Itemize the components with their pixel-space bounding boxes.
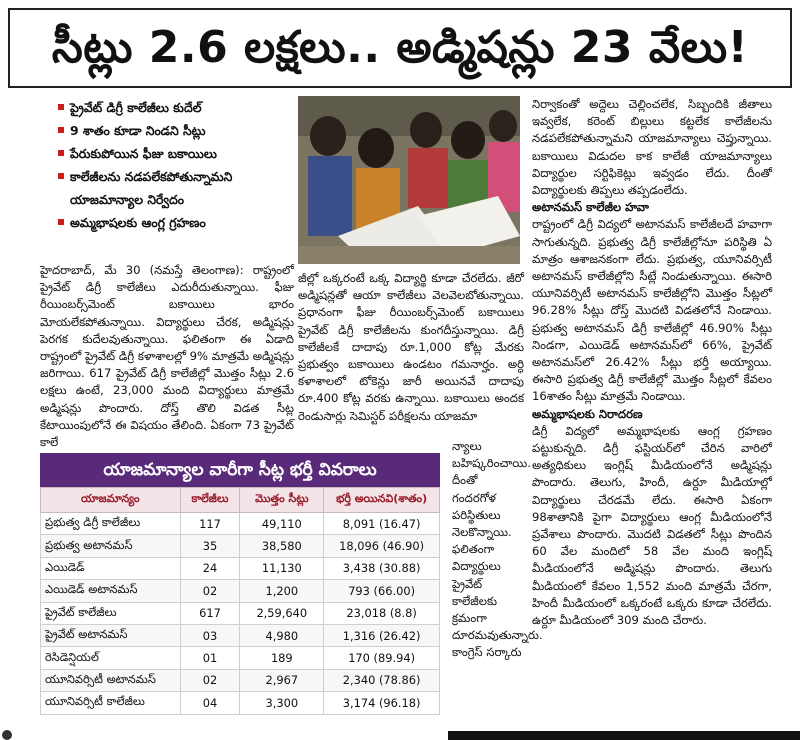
table-cell: రెసిడెన్షియల్ <box>41 647 181 669</box>
table-cell: 3,300 <box>240 692 324 714</box>
subheading-mother-tongue: అమ్మభాషలకు నిరాదరణ <box>532 406 643 421</box>
table-cell: ప్రభుత్వ అటానమస్ <box>41 535 181 557</box>
table-cell: 02 <box>180 580 240 602</box>
table-header-cell: భర్తీ అయినవి(శాతం) <box>324 488 440 513</box>
table-cell: ఎయిడెడ్ అటానమస్ <box>41 580 181 602</box>
table-row <box>41 602 440 624</box>
article-column-1: హైదరాబాద్, మే 30 (నమస్తే తెలంగాణ): రాష్ట్రంలో ప్రైవేట్ డిగ్రీ కాలేజీలు ఎదురీదుతున్నాయి. ఫీజు రీయింబర్స్‌మెంట్ బకాయిలు భారం మోయలేకపోతున్నాయి. విద్యార్థులు చేరక, అడ్మిషన్లు పెరగక కుదేలవుతున్నాయి. ఫలితంగా ఈ ఏడాది రాష్ట్రంలో ప్రైవేట్ డిగ్రీ కళాశాలల్లో 9% మాత్రమే అడ్మిషన్లు జరిగాయి. 617 ప్రైవేట్ డిగ్రీ కాలేజీల్లో మొత్తం సీట్లు 2.6 లక్షలు ఉంటే, 23,000 మంది విద్యార్థులు మాత్రమే అడ్మిషన్లు పొందారు. దోస్త్ తొలి విడత సీట్ల కేటాయింపులోనే ఈ విషయం తేలింది. ఏకంగా 73 ప్రైవేట్ కాలే <box>40 263 294 450</box>
table-cell: 2,340 (78.86) <box>324 669 440 691</box>
table-cell: 24 <box>180 557 240 579</box>
table-header-cell: యాజమాన్యం <box>41 488 181 513</box>
article-column-3-para-1: నిర్వాకంతో అద్దెలు చెల్లించలేక, సిబ్బందికి జీతాలు ఇవ్వలేక, కరెంట్ బిల్లులు కట్టలేక కాలేజీలను నడపలేకపోతున్నామని యాజమాన్యాలు చెప్తున్నాయి. బకాయిలు విడుదల కాక కాలేజీ యాజమాన్యాలు విద్యార్థుల సర్టిఫికెట్లు ఇవ్వడం లేదు. దీంతో విద్యార్థులకు తిప్పలు తప్పడంలేదు. <box>532 97 772 198</box>
table-cell: 189 <box>240 647 324 669</box>
table-row <box>41 669 440 691</box>
table-cell: 3,438 (30.88) <box>324 557 440 579</box>
table-cell: 2,59,640 <box>240 602 324 624</box>
table-row <box>41 557 440 579</box>
table-cell: 4,980 <box>240 624 324 646</box>
seats-table <box>40 487 440 715</box>
table-cell: 02 <box>180 669 240 691</box>
table-row <box>41 513 440 535</box>
table-cell: 170 (89.94) <box>324 647 440 669</box>
table-cell: 38,580 <box>240 535 324 557</box>
article-column-2-narrow: న్యాలు బహిష్కరించాయి. దీంతో గందరగోళ పరిస్థితులు నెలకొన్నాయి. ఫలితంగా విద్యార్థులు ప్రైవేట్ కాలేజీలకు క్రమంగా దూరమవుతున్నారు. కాంగ్రెస్ సర్కారు <box>452 439 543 660</box>
table-cell: 117 <box>180 513 240 535</box>
table-cell: 11,130 <box>240 557 324 579</box>
article-column-3-para-3: డిగ్రీ విద్యలో అమ్మభాషలకు ఆంగ్ల గ్రహణం పట్టుకున్నది. డిగ్రీ ఫస్టియర్‌లో చేరిన వారిలో అత్యధికులు ఇంగ్లిష్ మీడియంలోనే అడ్మిషన్లు పొందారు. తెలుగు, హిందీ, ఉర్దూ మీడియాల్లో విద్యార్థులు చేరడమే లేదు. ఈసారి ఏకంగా 98శాతానికి పైగా విద్యార్థులు ఆంగ్ల మీడియంలోనే ప్రవేశాలు పొందారు. మొదటి విడతలో సీట్లు పొందిన 60 వేల మందిలో 58 వేల మంది ఇంగ్లిష్ మీడియంలోనే అడ్మిషన్లు పొందారు. తెలుగు మీడియంలో కేవలం 1,552 మంది మాత్రమే చేరగా, హిందీ మీడియంలో ఒక్కరంటే ఒక్కరు కూడా చేరలేదు. ఉర్దూ మీడియంలో 309 మంది చేరారు. <box>532 423 772 628</box>
table-cell: 8,091 (16.47) <box>324 513 440 535</box>
table-row <box>41 647 440 669</box>
seats-table-box <box>40 453 440 713</box>
footer-bar <box>448 731 800 740</box>
table-cell: యూనివర్సిటీ అటానమస్ <box>41 669 181 691</box>
table-cell: 49,110 <box>240 513 324 535</box>
table-header-cell: మొత్తం సీట్లు <box>240 488 324 513</box>
highlight-item: కాలేజీలను నడపలేకపోతున్నామని యాజమాన్యాల నిర్వేదం <box>58 165 290 211</box>
subheading-autonomous: అటానమస్ కాలేజీల హవా <box>532 200 649 215</box>
students-photo <box>298 96 520 264</box>
highlight-item: అమ్మభాషలకు ఆంగ్ల గ్రహణం <box>58 211 290 234</box>
table-title: యాజమాన్యాల వారీగా సీట్ల భర్తీ వివరాలు <box>40 453 440 487</box>
table-row <box>41 535 440 557</box>
table-cell: యూనివర్సిటీ కాలేజీలు <box>41 692 181 714</box>
table-cell: 1,200 <box>240 580 324 602</box>
article-column-3 <box>532 96 772 720</box>
table-cell: 793 (66.00) <box>324 580 440 602</box>
table-row <box>41 580 440 602</box>
table-cell: 35 <box>180 535 240 557</box>
table-cell: 23,018 (8.8) <box>324 602 440 624</box>
table-cell: 3,174 (96.18) <box>324 692 440 714</box>
table-header-cell: కాలేజీలు <box>180 488 240 513</box>
table-header-row <box>41 488 440 513</box>
table-cell: 1,316 (26.42) <box>324 624 440 646</box>
article-column-3-para-2: రాష్ట్రంలో డిగ్రీ విద్యలో అటానమస్ కాలేజీలదే హవాగా సాగుతున్నది. ప్రభుత్వ డిగ్రీ కాలేజీల్లోనూ పరిస్థితి ఏ మాత్రం ఆశాజనకంగా లేదు. ప్రభుత్వ, యూనివర్సిటీ అటానమస్ కాలేజీల్లోని సీట్లే నిండుతున్నాయి. ఈసారి యూనివర్సిటీ అటానమస్ కాలేజీల్లోని మొత్తం సీట్లలో 96.28% సీట్లు దోస్త్ మొదటి విడతలోనే నిండాయి. ప్రభుత్వ అటానమస్ డిగ్రీ కాలేజీల్లో 46.90% సీట్లు నిండగా, ఎయిడెడ్ అటానమస్‌లో 66%, ప్రైవేట్ అటానమస్‌లో 26.42% సీట్లు భర్తీ అయ్యాయి. ఈసారి ప్రభుత్వ డిగ్రీ కాలేజీల్లో మొత్తం సీట్లలో కేవలం 16శాతం సీట్లు మాత్రమే నిండాయి. <box>532 217 772 404</box>
article-column-2: జీల్లో ఒక్కరంటే ఒక్క విద్యార్థి కూడా చేరలేదు. జీరో అడ్మిషన్లతో ఆయా కాలేజీలు వెలవెలబోతున్నాయి. ప్రధానంగా ఫీజు రీయింబర్స్‌మెంట్ బకాయిలు ప్రైవేట్ డిగ్రీ కాలేజీలను కుంగదీస్తున్నాయి. డిగ్రీ కాలేజీలకే దాదాపు రూ.1,000 కోట్ల మేరకు ప్రభుత్వం బకాయిలు ఉండటం గమనార్హం. అర్ధి కళాశాలలో టోకెన్లు జారీ అయినవే దాదాపు రూ.400 కోట్ల వరకు ఉన్నాయి. బకాయిలు అందక రెండుసార్లు సెమిస్టర్ పరీక్షలను యాజమా <box>298 271 524 423</box>
highlight-item: పేరుకుపోయిన ఫీజు బకాయిలు <box>58 142 290 165</box>
headline: సీట్లు 2.6 లక్షలు.. అడ్మిషన్లు 23 వేలు! <box>8 8 792 88</box>
table-cell: 2,967 <box>240 669 324 691</box>
table-cell: 617 <box>180 602 240 624</box>
footer-dot <box>2 730 12 740</box>
table-cell: 18,096 (46.90) <box>324 535 440 557</box>
table-cell: ఎయిడెడ్ <box>41 557 181 579</box>
table-cell: ప్రైవేట్ అటానమస్ <box>41 624 181 646</box>
table-cell: 03 <box>180 624 240 646</box>
highlight-item: ప్రైవేట్ డిగ్రీ కాలేజీలు కుదేల్ <box>58 96 290 119</box>
highlights-list <box>58 96 290 234</box>
table-cell: ప్రైవేట్ కాలేజీలు <box>41 602 181 624</box>
table-row <box>41 692 440 714</box>
table-cell: 01 <box>180 647 240 669</box>
table-cell: ప్రభుత్వ డిగ్రీ కాలేజీలు <box>41 513 181 535</box>
table-cell: 04 <box>180 692 240 714</box>
students-photo-illustration <box>298 96 520 264</box>
table-row <box>41 624 440 646</box>
highlight-item: 9 శాతం కూడా నిండని సీట్లు <box>58 119 290 142</box>
